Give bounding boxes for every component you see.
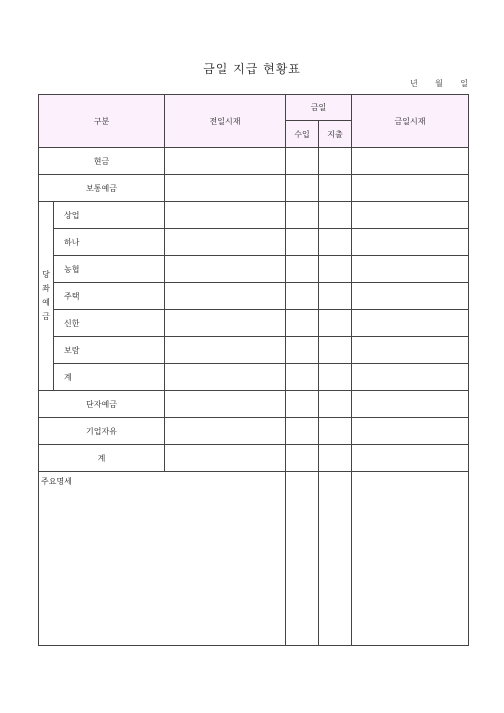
cell-expense[interactable] <box>319 364 352 391</box>
cell-expense[interactable] <box>319 148 352 175</box>
cell-expense[interactable] <box>319 283 352 310</box>
payment-status-table <box>38 94 469 646</box>
cell-previous[interactable] <box>165 175 286 202</box>
row-short-deposit <box>39 391 469 418</box>
cell-income[interactable] <box>286 229 319 256</box>
cell-previous[interactable] <box>165 337 286 364</box>
row-label: 단자예금 <box>39 391 165 418</box>
cell-previous[interactable] <box>165 364 286 391</box>
cell-today[interactable] <box>352 202 469 229</box>
cell-income[interactable] <box>286 310 319 337</box>
cell-today[interactable] <box>352 364 469 391</box>
cell-expense[interactable] <box>319 337 352 364</box>
date-year-label: 년 <box>410 79 418 88</box>
notes-label: 주요명세 <box>41 477 72 486</box>
cell-income[interactable] <box>286 256 319 283</box>
cell-income[interactable] <box>286 175 319 202</box>
row-cash <box>39 148 469 175</box>
notes-area[interactable] <box>39 472 286 646</box>
row-label: 기업자유 <box>39 418 165 445</box>
cell-income[interactable] <box>286 391 319 418</box>
date-month-label: 월 <box>435 79 443 88</box>
cell-expense[interactable] <box>319 229 352 256</box>
cell-today[interactable] <box>352 310 469 337</box>
date-line <box>410 78 468 89</box>
row-label: 계 <box>39 445 165 472</box>
cell-today[interactable] <box>352 337 469 364</box>
cell-expense[interactable] <box>319 391 352 418</box>
row-bank-5 <box>39 310 469 337</box>
row-bank-3 <box>39 256 469 283</box>
cell-income[interactable] <box>286 418 319 445</box>
cell-previous[interactable] <box>165 229 286 256</box>
row-grand-total <box>39 445 469 472</box>
cell-income[interactable] <box>286 148 319 175</box>
cell-expense[interactable] <box>319 445 352 472</box>
date-day-label: 일 <box>460 79 468 88</box>
cell-expense[interactable] <box>319 310 352 337</box>
cell-today[interactable] <box>352 445 469 472</box>
cell-previous[interactable] <box>165 148 286 175</box>
cell-expense[interactable] <box>319 256 352 283</box>
header-expense: 지출 <box>319 121 352 148</box>
header-previous-balance: 전일시재 <box>165 95 286 148</box>
cell-previous[interactable] <box>165 202 286 229</box>
row-label: 상업 <box>54 202 165 229</box>
cell-previous[interactable] <box>165 391 286 418</box>
row-label: 계 <box>54 364 165 391</box>
header-today-balance: 금일시재 <box>352 95 469 148</box>
row-label: 보람 <box>54 337 165 364</box>
header-income: 수입 <box>286 121 319 148</box>
row-notes <box>39 472 469 646</box>
cell-previous[interactable] <box>165 418 286 445</box>
cell-today[interactable] <box>352 229 469 256</box>
row-bank-6 <box>39 337 469 364</box>
notes-expense-cell[interactable] <box>319 472 352 646</box>
row-bank-1 <box>39 202 469 229</box>
header-category: 구분 <box>39 95 165 148</box>
cell-expense[interactable] <box>319 175 352 202</box>
cell-income[interactable] <box>286 364 319 391</box>
row-label: 신한 <box>54 310 165 337</box>
row-label: 현금 <box>39 148 165 175</box>
cell-today[interactable] <box>352 148 469 175</box>
cell-today[interactable] <box>352 418 469 445</box>
page-title: 금일 지급 현황표 <box>203 62 301 76</box>
cell-expense[interactable] <box>319 418 352 445</box>
row-corporate-free <box>39 418 469 445</box>
cell-previous[interactable] <box>165 445 286 472</box>
cell-today[interactable] <box>352 391 469 418</box>
row-label: 주택 <box>54 283 165 310</box>
notes-today-cell[interactable] <box>352 472 469 646</box>
cell-income[interactable] <box>286 445 319 472</box>
cell-previous[interactable] <box>165 283 286 310</box>
cell-previous[interactable] <box>165 310 286 337</box>
row-ordinary-deposit <box>39 175 469 202</box>
checking-deposit-group-label: 당 좌 예 금 <box>39 202 54 391</box>
cell-income[interactable] <box>286 337 319 364</box>
cell-today[interactable] <box>352 283 469 310</box>
cell-today[interactable] <box>352 256 469 283</box>
cell-income[interactable] <box>286 283 319 310</box>
cell-expense[interactable] <box>319 202 352 229</box>
row-label: 보통예금 <box>39 175 165 202</box>
row-checking-total <box>39 364 469 391</box>
header-today: 금일 <box>286 95 352 121</box>
cell-income[interactable] <box>286 202 319 229</box>
row-label: 하나 <box>54 229 165 256</box>
row-bank-2 <box>39 229 469 256</box>
cell-today[interactable] <box>352 175 469 202</box>
cell-previous[interactable] <box>165 256 286 283</box>
row-bank-4 <box>39 283 469 310</box>
row-label: 농협 <box>54 256 165 283</box>
notes-income-cell[interactable] <box>286 472 319 646</box>
